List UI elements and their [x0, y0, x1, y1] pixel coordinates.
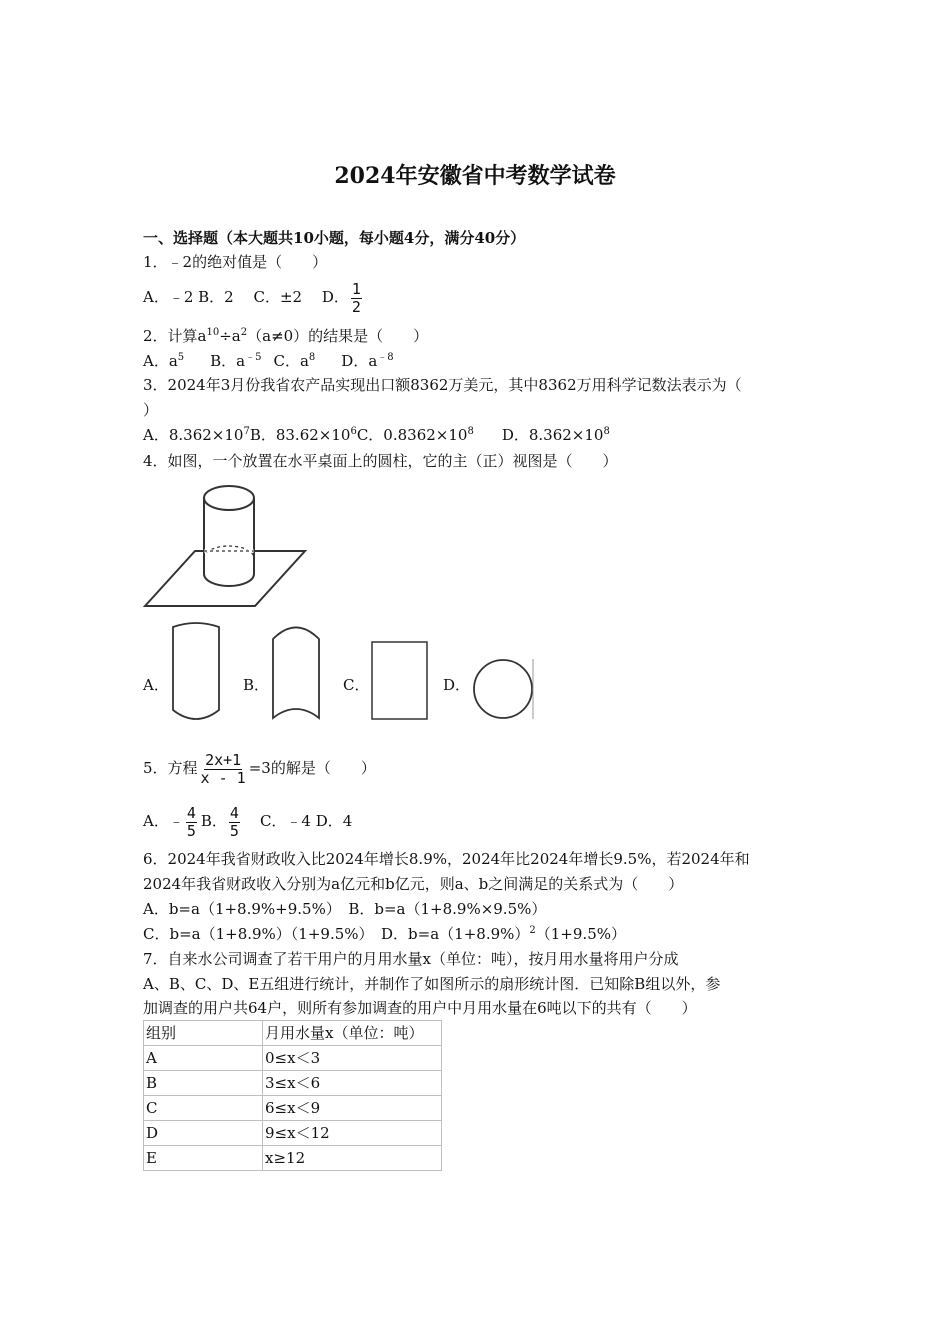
q2-option-d-exp: ﹣8 — [377, 352, 394, 363]
question-2-options — [143, 351, 394, 371]
question-1-stem: 1．﹣2的绝对值是（ ） — [143, 253, 328, 271]
table-row — [144, 1146, 442, 1171]
q3-option-d: D．8.362×10 — [501, 426, 604, 444]
page-title: 2024年安徽省中考数学试卷 — [334, 163, 616, 189]
table-cell: 9≤x＜12 — [263, 1121, 442, 1146]
fraction-denominator: x - 1 — [200, 768, 246, 787]
q4-label-c: C． — [343, 676, 370, 694]
table-row — [144, 1096, 442, 1121]
table-row — [144, 1046, 442, 1071]
q4-label-b: B． — [243, 676, 270, 694]
question-2-stem — [143, 326, 428, 346]
q2-stem-part: （a≠0）的结果是（ ） — [247, 327, 429, 345]
q6-line4-part: C．b=a（1+8.9%）（1+9.5%） D．b=a（1+8.9%） — [143, 925, 530, 943]
q5-option-b-fraction — [227, 805, 242, 840]
table-header-cell: 月用水量x（单位：吨） — [263, 1021, 442, 1046]
fraction-denominator: 5 — [186, 821, 196, 840]
question-7-line3: 加调查的用户共64户，则所有参加调查的用户中月用水量在6吨以下的共有（ ） — [143, 999, 697, 1017]
table-cell: 3≤x＜6 — [263, 1071, 442, 1096]
q6-line4-part: （1+9.5%） — [535, 925, 626, 943]
question-1-options-text: A．﹣2 B．2 C．±2 D． — [143, 288, 349, 306]
question-7-line1: 7．自来水公司调查了若干用户的月用水量x（单位：吨），按月用水量将用户分成 — [143, 950, 679, 968]
q5-option-b: B． — [200, 812, 227, 830]
table-cell: D — [144, 1121, 263, 1146]
q2-option-a: A．a — [143, 352, 178, 370]
fraction-numerator: 1 — [351, 279, 361, 298]
q2-exponent: 2 — [240, 327, 248, 338]
table-cell: x≥12 — [263, 1146, 442, 1171]
question-3-options — [143, 425, 610, 445]
table-cell: 0≤x＜3 — [263, 1046, 442, 1071]
q4-label-a: A． — [143, 676, 169, 694]
water-usage-group-table — [143, 1020, 442, 1171]
q5-stem-part: 5．方程 — [143, 759, 198, 777]
q3-option-b: B．83.62×10 — [249, 426, 351, 444]
table-cell: 6≤x＜9 — [263, 1096, 442, 1121]
q2-stem-part: ÷a — [219, 327, 241, 345]
q5-equation-fraction — [198, 752, 249, 787]
q5-stem-part: =3的解是（ ） — [248, 759, 376, 777]
cylinder-on-table-figure — [140, 478, 310, 613]
q2-option-d: D．a — [341, 352, 378, 370]
q2-option-a-exp: 5 — [177, 352, 185, 363]
table-cell: E — [144, 1146, 263, 1171]
question-5-options — [143, 798, 352, 844]
q2-exponent: 10 — [206, 327, 220, 338]
fraction-numerator: 2x+1 — [205, 750, 242, 769]
q3-option-a-exp: 7 — [243, 426, 250, 437]
table-row — [144, 1071, 442, 1096]
fraction-denominator: 2 — [351, 297, 361, 316]
fraction-one-half — [349, 281, 364, 316]
fraction-denominator: 5 — [229, 821, 239, 840]
q3-option-c: C．0.8362×10 — [356, 426, 468, 444]
q2-option-c: C．a — [273, 352, 309, 370]
question-6-line4 — [143, 924, 626, 944]
question-4-stem: 4．如图，一个放置在水平桌面上的圆柱，它的主（正）视图是（ ） — [143, 452, 618, 470]
table-cell: A — [144, 1046, 263, 1071]
q3-option-c-exp: 8 — [467, 426, 474, 437]
table-cell: C — [144, 1096, 263, 1121]
fraction-numerator: 4 — [186, 803, 196, 822]
table-header-row — [144, 1021, 442, 1046]
option-a-shape — [170, 622, 226, 722]
q5-option-a-fraction — [184, 805, 199, 840]
q2-option-b: B．a — [210, 352, 246, 370]
question-3-stem-line1: 3．2024年3月份我省农产品实现出口额8362万美元，其中8362万用科学记数法表示为（ — [143, 376, 742, 394]
table-header-cell: 组别 — [144, 1021, 263, 1046]
question-6-line1: 6．2024年我省财政收入比2024年增长8.9%，2024年比2024年增长9.5%，若2024年和 — [143, 850, 750, 868]
q3-option-a: A．8.362×10 — [143, 426, 244, 444]
q2-option-c-exp: 8 — [308, 352, 316, 363]
table-row — [144, 1121, 442, 1146]
question-7-line2: A、B、C、D、E五组进行统计，并制作了如图所示的扇形统计图．已知除B组以外，参 — [143, 975, 721, 993]
option-c-shape — [370, 640, 430, 722]
question-1-options — [143, 277, 364, 317]
question-6-line3: A．b=a（1+8.9%+9.5%） B．b=a（1+8.9%×9.5%） — [143, 900, 547, 918]
q5-option-a: A．﹣ — [143, 812, 184, 830]
option-b-shape — [270, 622, 326, 722]
question-6-line2: 2024年我省财政收入分别为a亿元和b亿元，则a、b之间满足的关系式为（ ） — [143, 875, 684, 893]
option-d-shape — [470, 656, 536, 722]
q5-options-c-d: C．﹣4 D．4 — [259, 812, 353, 830]
table-cell: B — [144, 1071, 263, 1096]
q3-option-d-exp: 8 — [603, 426, 610, 437]
question-3-stem-line2: ） — [143, 401, 159, 419]
section-heading: 一、选择题（本大题共10小题，每小题4分，满分40分） — [143, 229, 526, 247]
question-5-stem — [143, 745, 376, 791]
q4-label-d: D． — [443, 676, 471, 694]
fraction-numerator: 4 — [229, 803, 239, 822]
q6-exponent: 2 — [529, 925, 536, 936]
q3-option-b-exp: 6 — [350, 426, 357, 437]
q2-stem-part: 2．计算a — [143, 327, 207, 345]
q2-option-b-exp: ﹣5 — [245, 352, 262, 363]
